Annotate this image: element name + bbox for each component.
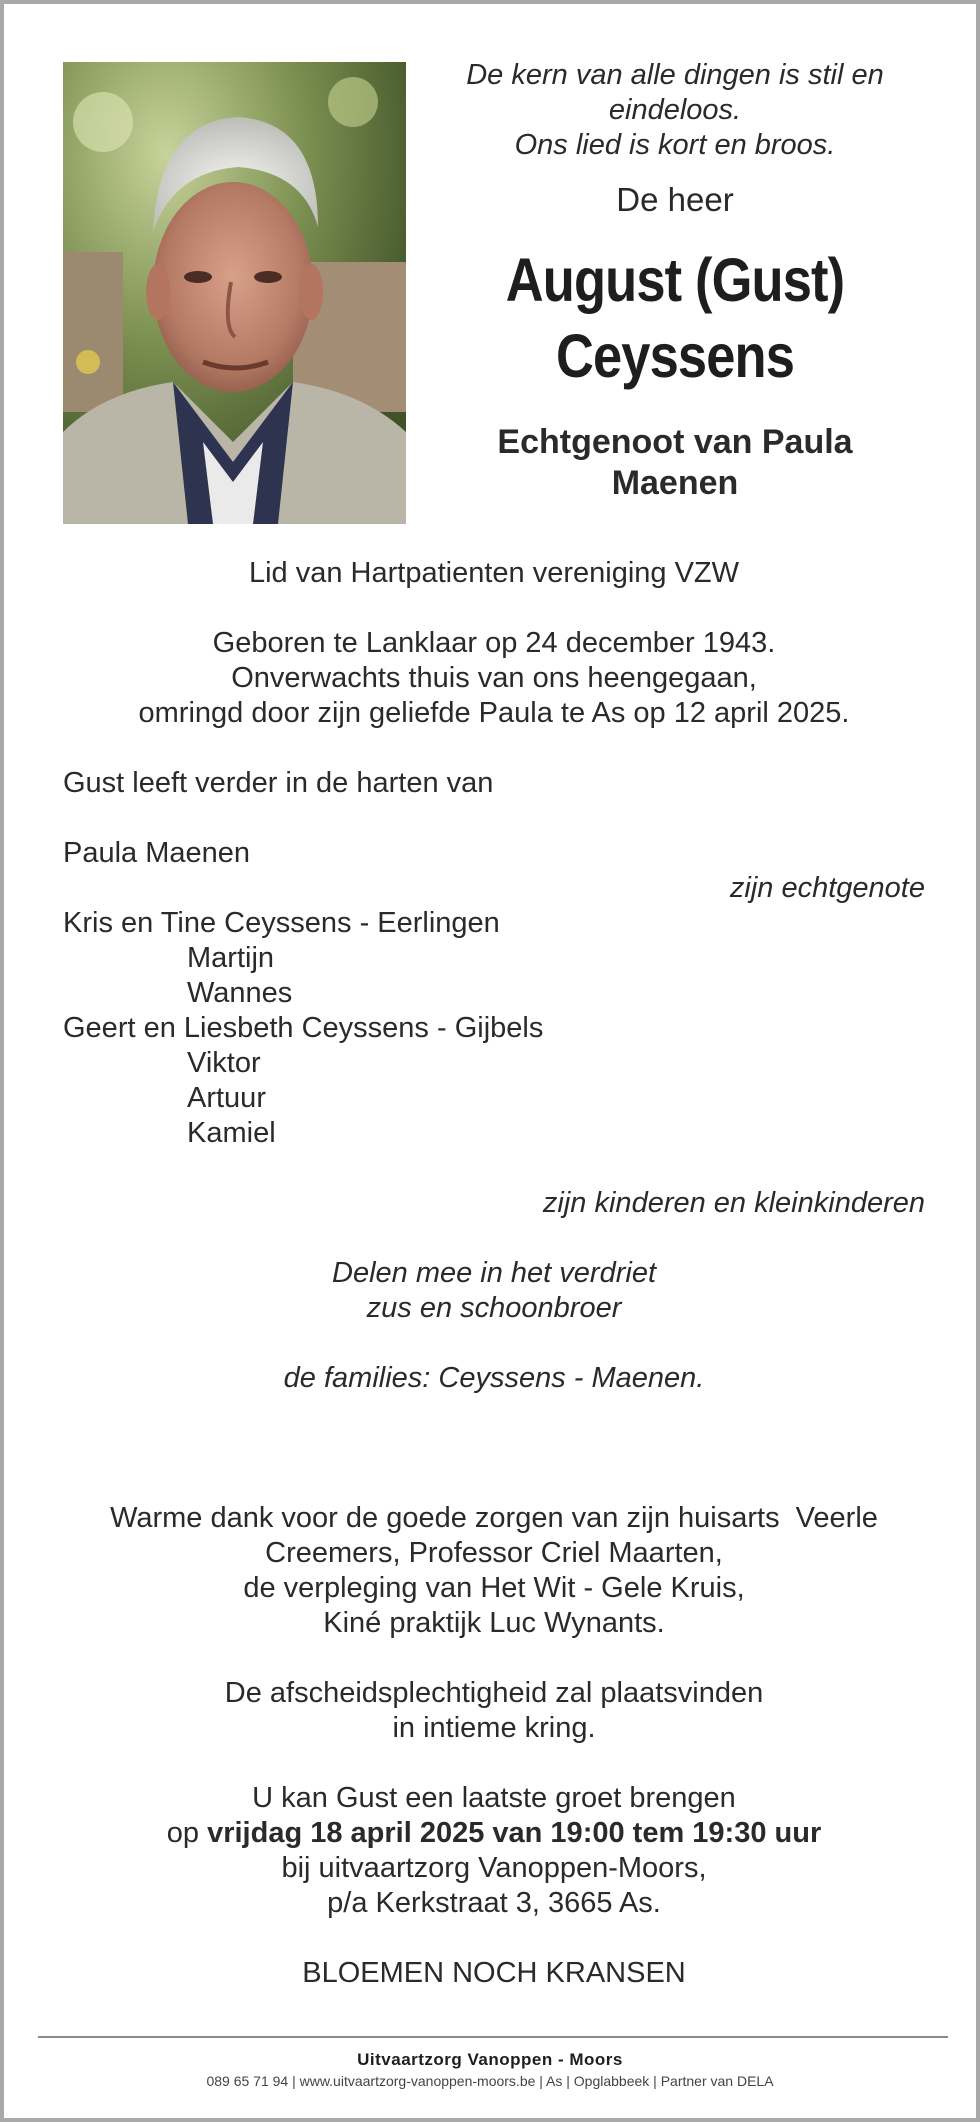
families-line: de families: Ceyssens - Maenen. xyxy=(283,1362,705,1394)
visit-date-bold: vrijdag 18 april 2025 van 19:00 tem 19:30 uur xyxy=(207,1817,822,1849)
verse-line: Ons lied is kort en broos. xyxy=(514,129,836,161)
ceremony-line: in intieme kring. xyxy=(392,1712,596,1744)
info-line: Onverwachts thuis van ons heengegaan, xyxy=(231,662,757,694)
thanks-line: Warme dank voor de goede zorgen van zijn huisarts Veerle xyxy=(110,1502,878,1534)
name-line: Ceyssens xyxy=(555,322,795,390)
children-role: zijn kinderen en kleinkinderen xyxy=(542,1187,925,1219)
visit-line: U kan Gust een laatste groet brengen xyxy=(252,1782,736,1814)
deceased-name xyxy=(469,242,882,394)
visit-prefix: op xyxy=(166,1817,200,1849)
notice-body xyxy=(63,556,925,1991)
portrait-photo xyxy=(63,62,406,524)
grandchild: Martijn xyxy=(187,942,275,974)
verse-line: De kern van alle dingen is stil en xyxy=(466,59,884,91)
spouse-line xyxy=(435,422,915,504)
grandchild: Artuur xyxy=(187,1082,266,1114)
verse-line: eindeloos. xyxy=(608,94,742,126)
wife-name: Paula Maenen xyxy=(63,837,251,869)
honorific: De heer xyxy=(616,181,734,218)
spouse-text: Echtgenoot van Paula xyxy=(497,423,853,461)
survivors-intro: Gust leeft verder in de harten van xyxy=(63,767,494,799)
name-line: August (Gust) xyxy=(505,246,845,314)
grief-line: zus en schoonbroer xyxy=(366,1292,622,1324)
visit-line: p/a Kerkstraat 3, 3665 As. xyxy=(327,1887,661,1919)
visit-datetime xyxy=(63,1816,925,1851)
opening-verse xyxy=(435,58,915,163)
thanks-line: Creemers, Professor Criel Maarten, xyxy=(265,1537,723,1569)
ceremony-line: De afscheidsplechtigheid zal plaatsvinden xyxy=(224,1677,764,1709)
grandchild: Kamiel xyxy=(187,1117,276,1149)
birth-death-info xyxy=(63,626,925,731)
footer-divider xyxy=(38,2036,948,2038)
footer-contact-info: 089 65 71 94 | www.uitvaartzorg-vanoppen-moors.be | As | Opglabbeek | Partner van DELA xyxy=(206,2073,774,2089)
thanks-block xyxy=(63,1501,925,1641)
info-line: Geboren te Lanklaar op 24 december 1943. xyxy=(212,627,776,659)
grandchild: Viktor xyxy=(187,1047,261,1079)
grief-line: Delen mee in het verdriet xyxy=(332,1257,656,1289)
visit-line: bij uitvaartzorg Vanoppen-Moors, xyxy=(281,1852,707,1884)
visitation-block xyxy=(63,1781,925,1921)
thanks-line: de verpleging van Het Wit - Gele Kruis, xyxy=(243,1572,745,1604)
grandchild: Wannes xyxy=(187,977,293,1009)
family-couple: Geert en Liesbeth Ceyssens - Gijbels xyxy=(63,1012,544,1044)
thanks-line: Kiné praktijk Luc Wynants. xyxy=(323,1607,665,1639)
membership: Lid van Hartpatienten vereniging VZW xyxy=(248,557,740,589)
spouse-text: Maenen xyxy=(611,464,739,502)
portrait-image xyxy=(63,62,406,524)
ceremony-block xyxy=(63,1676,925,1746)
header-block xyxy=(435,58,915,504)
shared-grief xyxy=(63,1256,925,1326)
info-line: omringd door zijn geliefde Paula te As op 12 april 2025. xyxy=(138,697,850,729)
footer-company: Uitvaartzorg Vanoppen - Moors xyxy=(357,2050,623,2069)
wife-role: zijn echtgenote xyxy=(729,872,925,904)
flowers-notice: BLOEMEN NOCH KRANSEN xyxy=(302,1957,686,1989)
family-couple: Kris en Tine Ceyssens - Eerlingen xyxy=(63,907,500,939)
